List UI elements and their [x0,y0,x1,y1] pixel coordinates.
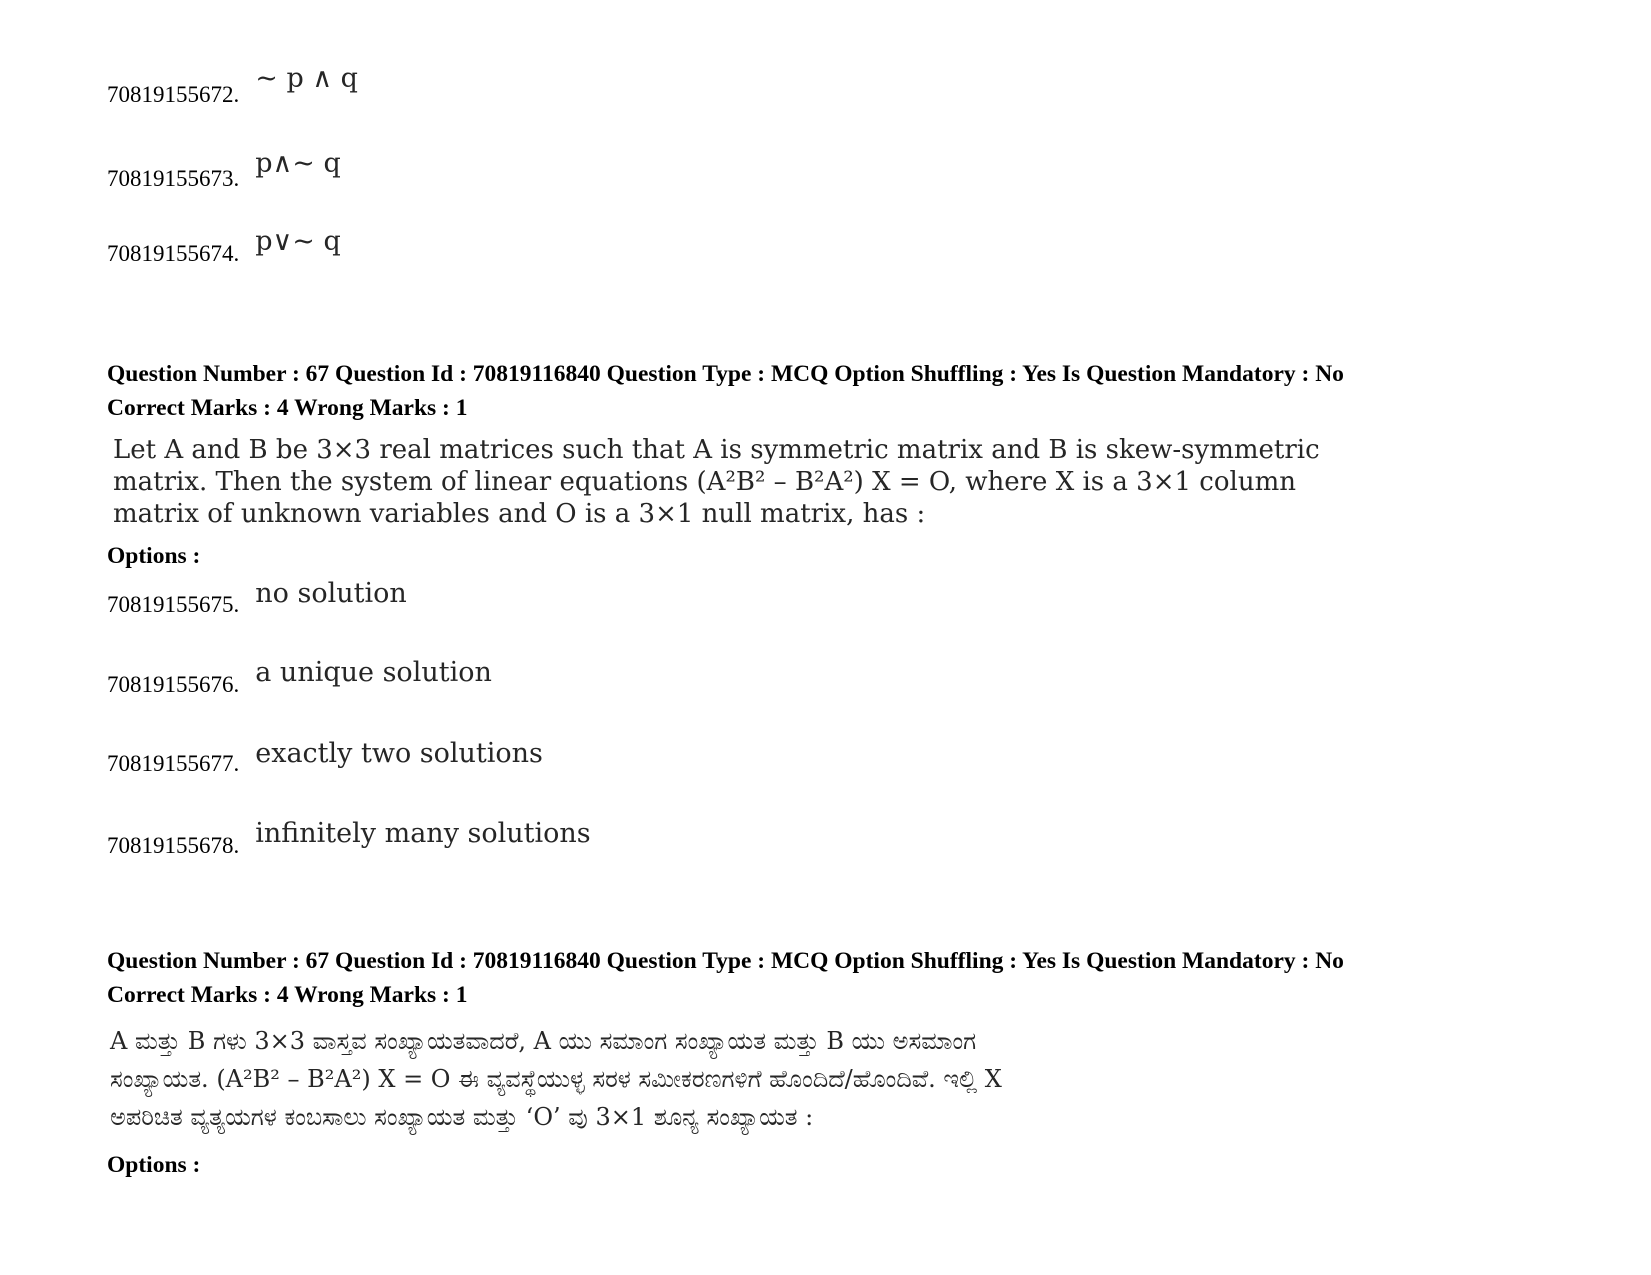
option-id: 70819155676. [107,672,240,697]
option-id: 70819155673. [107,166,240,191]
option-row [107,818,591,861]
option-row [107,226,341,269]
option-id: 70819155675. [107,592,240,617]
question-meta-line: Question Number : 67 Question Id : 70819116840 Question Type : MCQ Option Shuffling : Yes Is Question Mandatory : No [107,948,1344,974]
option-id: 70819155678. [107,833,240,858]
question-text-line: A ಮತ್ತು B ಗಳು 3×3 ವಾಸ್ತವ ಸಂಖ್ಯಾಯತವಾದರೆ, A ಯು ಸಮಾಂಗ ಸಂಖ್ಯಾಯತ ಮತ್ತು B ಯು ಅಸಮಾಂಗ [110,1027,977,1055]
option-text: infinitely many solutions [255,818,591,849]
option-row [107,148,341,194]
question-text-line: matrix of unknown variables and O is a 3×1 null matrix, has : [113,499,926,529]
option-text: a unique solution [255,657,492,688]
options-label: Options : [107,543,201,569]
option-text: p∧~ q [255,148,341,179]
question-marks-line: Correct Marks : 4 Wrong Marks : 1 [107,395,468,421]
question-marks-line: Correct Marks : 4 Wrong Marks : 1 [107,982,468,1008]
question-text [113,434,1320,530]
question-text-line: matrix. Then the system of linear equations (A²B² – B²A²) X = O, where X is a 3×1 column [113,467,1296,497]
option-row [107,63,358,110]
option-text: no solution [255,578,407,609]
option-text: ~ p ∧ q [255,63,358,94]
question-header [107,944,1344,1012]
option-text: p∨~ q [255,226,341,257]
option-row [107,657,492,700]
option-text: exactly two solutions [255,738,543,769]
question-header [107,357,1344,425]
question-meta-line: Question Number : 67 Question Id : 70819116840 Question Type : MCQ Option Shuffling : Yes Is Question Mandatory : No [107,361,1344,387]
question-text-line: ಸಂಖ್ಯಾಯತ. (A²B² – B²A²) X = O ಈ ವ್ಯವಸ್ಥೆಯುಳ್ಳ ಸರಳ ಸಮೀಕರಣಗಳಿಗೆ ಹೊಂದಿದೆ/ಹೊಂದಿವೆ. ಇಲ್ಲಿ X [110,1065,1002,1093]
options-label: Options : [107,1152,201,1178]
question-text-line: Let A and B be 3×3 real matrices such that A is symmetric matrix and B is skew-symmetric [113,435,1320,465]
question-text-line: ಅಪರಿಚಿತ ವ್ಯತ್ಯಯಗಳ ಕಂಬಸಾಲು ಸಂಖ್ಯಾಯತ ಮತ್ತು ‘O’ ವು 3×1 ಶೂನ್ಯ ಸಂಖ್ಯಾಯತ : [110,1103,814,1131]
option-id: 70819155674. [107,241,240,266]
question-text [110,1022,1215,1136]
option-id: 70819155672. [107,82,240,107]
option-row [107,738,543,779]
option-row [107,578,407,620]
option-id: 70819155677. [107,751,240,776]
